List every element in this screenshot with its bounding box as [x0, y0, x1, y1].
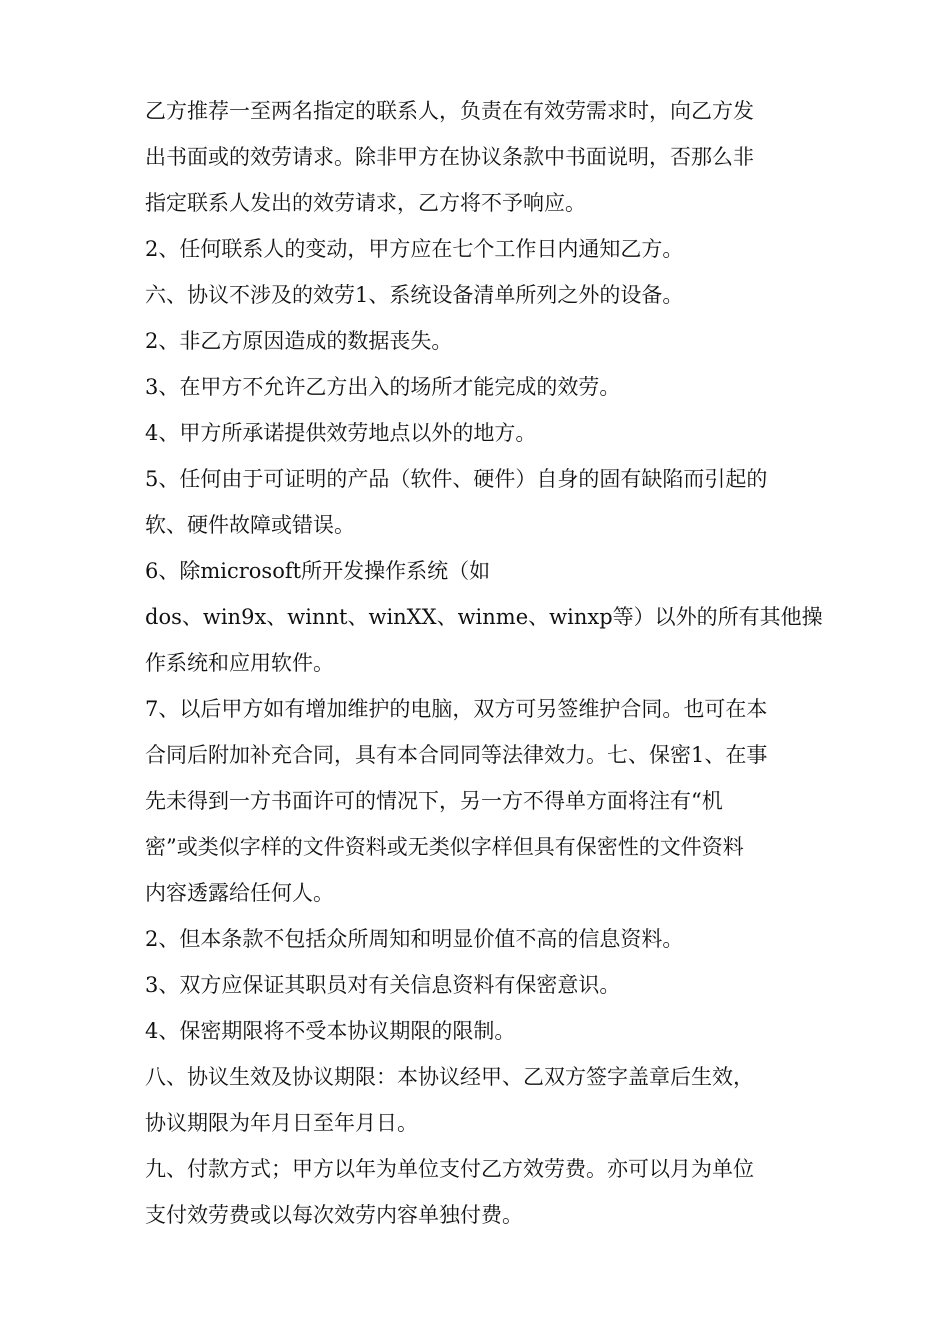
text-line: 6、除microsoft所开发操作系统（如 [145, 559, 491, 583]
text-line: 内容透露给任何人。 [145, 881, 334, 905]
text-line: 密”或类似字样的文件资料或无类似字样但具有保密性的文件资料 [145, 835, 744, 859]
text-line: 出书面或的效劳请求。除非甲方在协议条款中书面说明，否那么非 [145, 145, 754, 169]
text-line: 3、在甲方不允许乙方出入的场所才能完成的效劳。 [145, 375, 621, 399]
text-line: 2、但本条款不包括众所周知和明显价值不高的信息资料。 [145, 927, 684, 951]
text-line: 指定联系人发出的效劳请求，乙方将不予响应。 [145, 191, 586, 215]
text-line: 3、双方应保证其职员对有关信息资料有保密意识。 [145, 973, 621, 997]
text-line: dos、win9x、winnt、winXX、winme、winxp等）以外的所有其他操 [145, 605, 823, 629]
document-body [145, 88, 823, 1238]
text-line: 协议期限为年月日至年月日。 [145, 1111, 418, 1135]
text-line: 2、非乙方原因造成的数据丧失。 [145, 329, 453, 353]
text-line: 作系统和应用软件。 [145, 651, 334, 675]
text-line: 4、保密期限将不受本协议期限的限制。 [145, 1019, 516, 1043]
text-line: 5、任何由于可证明的产品（软件、硬件）自身的固有缺陷而引起的 [145, 467, 768, 491]
text-line: 2、任何联系人的变动，甲方应在七个工作日内通知乙方。 [145, 237, 684, 261]
text-line: 先未得到一方书面许可的情况下，另一方不得单方面将注有“机 [145, 789, 723, 813]
text-line: 八、协议生效及协议期限：本协议经甲、乙双方签字盖章后生效， [145, 1065, 754, 1089]
text-line: 支付效劳费或以每次效劳内容单独付费。 [145, 1203, 523, 1227]
text-line: 六、协议不涉及的效劳1、系统设备清单所列之外的设备。 [145, 283, 684, 307]
text-line: 4、甲方所承诺提供效劳地点以外的地方。 [145, 421, 537, 445]
text-line: 乙方推荐一至两名指定的联系人，负责在有效劳需求时，向乙方发 [145, 99, 754, 123]
text-line: 软、硬件故障或错误。 [145, 513, 355, 537]
text-line: 九、付款方式；甲方以年为单位支付乙方效劳费。亦可以月为单位 [145, 1157, 754, 1181]
text-line: 7、以后甲方如有增加维护的电脑，双方可另签维护合同。也可在本 [145, 697, 768, 721]
text-line: 合同后附加补充合同，具有本合同同等法律效力。七、保密1、在事 [145, 743, 768, 767]
